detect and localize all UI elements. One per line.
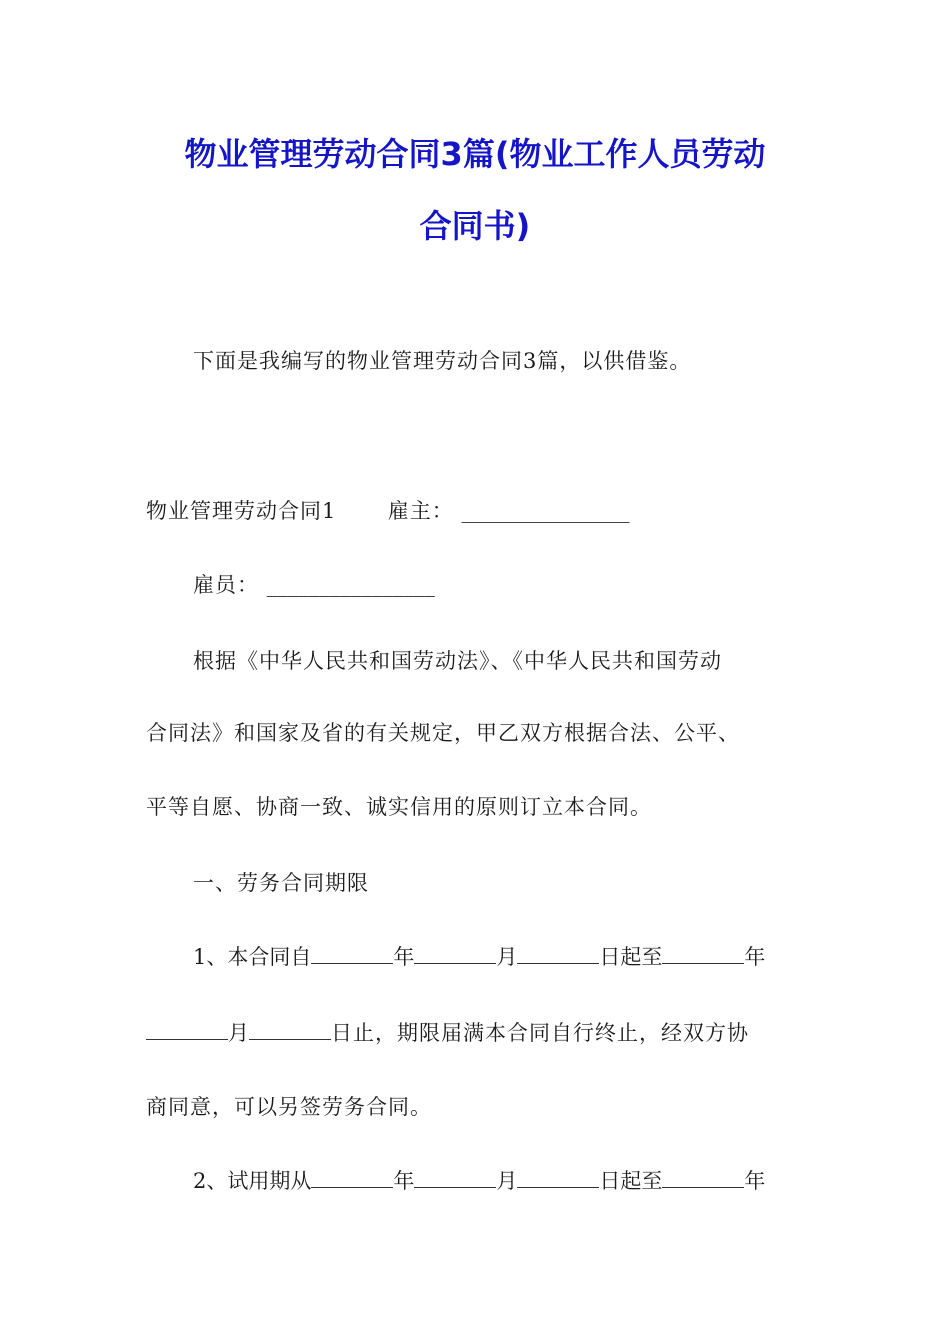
section-1-title: 一、劳务合同期限 (193, 871, 369, 895)
employee-blank: ________________ (266, 573, 435, 597)
document-title-line-1: 物业管理劳动合同3篇(物业工作人员劳动 (184, 135, 766, 173)
employer-blank: ________________ (461, 499, 630, 523)
document-title-line-2: 合同书) (419, 207, 531, 245)
trial-day-to-label: 日起至 (599, 1169, 663, 1193)
employee-row (193, 570, 435, 600)
basis-line-2: 合同法》和国家及省的有关规定，甲乙双方根据合法、公平、 (146, 721, 740, 745)
contract-heading: 物业管理劳动合同1 (146, 499, 337, 523)
end-year-blank (662, 943, 744, 964)
day-blank (517, 943, 599, 964)
month-label: 月 (496, 945, 518, 969)
end-year-label: 年 (744, 945, 766, 969)
employee-label: 雇员： (193, 573, 259, 597)
intro-paragraph: 下面是我编写的物业管理劳动合同3篇，以供借鉴。 (193, 349, 692, 373)
end-day-blank (249, 1019, 331, 1040)
item-1-line-2 (146, 1018, 749, 1048)
year-blank (311, 943, 393, 964)
trial-end-year-label: 年 (744, 1169, 766, 1193)
day-to-label: 日起至 (599, 945, 663, 969)
trial-month-label: 月 (496, 1169, 518, 1193)
contract-heading-row (146, 496, 629, 526)
basis-line-3: 平等自愿、协商一致、诚实信用的原则订立本合同。 (146, 795, 652, 819)
end-month-label: 月 (228, 1021, 249, 1045)
item-1-start: 1、本合同自 (193, 945, 312, 969)
employer-label: 雇主： (387, 499, 454, 523)
trial-year-blank (311, 1167, 393, 1188)
item-1-line-1 (193, 942, 765, 972)
item-1-line-2-text: 日止，期限届满本合同自行终止，经双方协 (331, 1021, 749, 1045)
trial-day-blank (517, 1167, 599, 1188)
end-month-blank (146, 1019, 228, 1040)
trial-month-blank (414, 1167, 496, 1188)
trial-end-year-blank (662, 1167, 744, 1188)
item-2-start: 2、试用期从 (193, 1169, 312, 1193)
year-label: 年 (393, 945, 415, 969)
month-blank (414, 943, 496, 964)
basis-line-1: 根据《中华人民共和国劳动法》、《中华人民共和国劳动 (193, 649, 722, 673)
item-1-line-3: 商同意，可以另签劳务合同。 (146, 1095, 432, 1119)
item-2-line-1 (193, 1166, 765, 1196)
trial-year-label: 年 (393, 1169, 415, 1193)
